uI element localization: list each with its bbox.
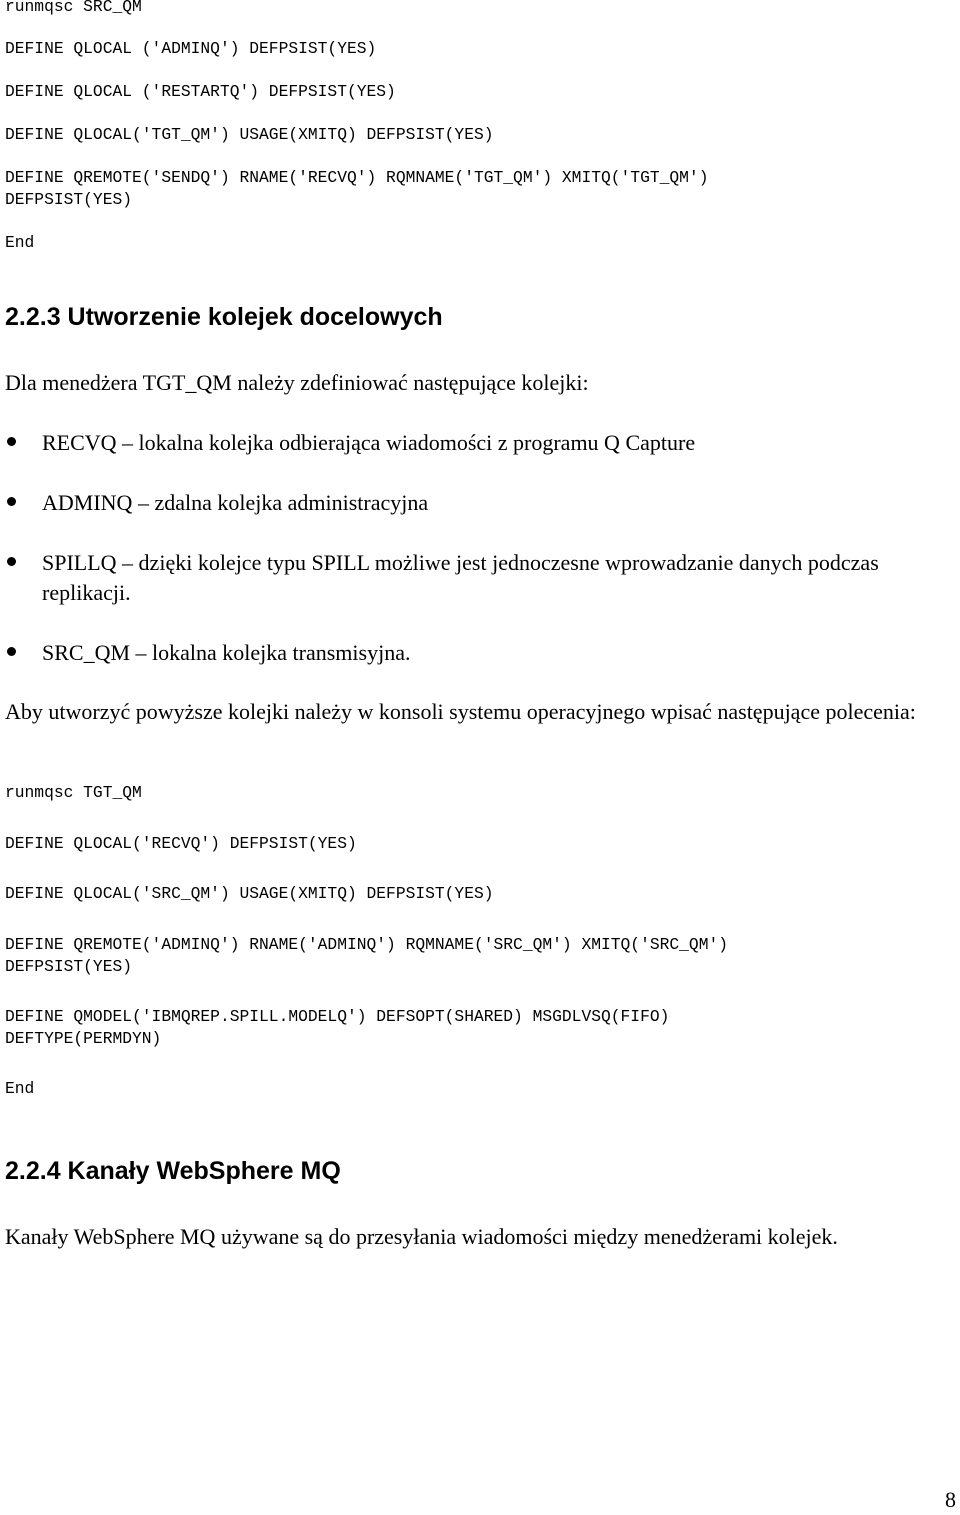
code-line-define-src-qm: DEFINE QLOCAL('SRC_QM') USAGE(XMITQ) DEFPSIST(YES) bbox=[5, 884, 494, 903]
bullet-icon bbox=[5, 552, 23, 570]
code-line-end-2: End bbox=[5, 1079, 35, 1098]
bullet-icon bbox=[5, 432, 23, 450]
intro-paragraph: Dla menedżera TGT_QM należy zdefiniować następujące kolejki: bbox=[5, 370, 589, 395]
code-line-define-restartq: DEFINE QLOCAL ('RESTARTQ') DEFPSIST(YES) bbox=[5, 82, 396, 101]
code-line-define-sendq: DEFINE QREMOTE('SENDQ') RNAME('RECVQ') RQMNAME('TGT_QM') XMITQ('TGT_QM') DEFPSIST(YES) bbox=[5, 168, 709, 209]
list-item-src-qm: SRC_QM – lokalna kolejka transmisyjna. bbox=[42, 640, 411, 665]
code-line-define-remote-adminq: DEFINE QREMOTE('ADMINQ') RNAME('ADMINQ') RQMNAME('SRC_QM') XMITQ('SRC_QM') DEFPSIST(YES) bbox=[5, 935, 729, 976]
code-line-define-qmodel: DEFINE QMODEL('IBMQREP.SPILL.MODELQ') DEFSOPT(SHARED) MSGDLVSQ(FIFO) DEFTYPE(PERMDYN) bbox=[5, 1007, 670, 1048]
page-number: 8 bbox=[945, 1487, 956, 1512]
code-line-define-recvq: DEFINE QLOCAL('RECVQ') DEFPSIST(YES) bbox=[5, 834, 357, 853]
code-line-define-adminq: DEFINE QLOCAL ('ADMINQ') DEFPSIST(YES) bbox=[5, 39, 377, 58]
list-item-adminq: ADMINQ – zdalna kolejka administracyjna bbox=[42, 490, 429, 515]
channels-paragraph: Kanały WebSphere MQ używane są do przesyłania wiadomości między menedżerami kolejek. bbox=[5, 1224, 838, 1249]
section-heading-2-2-4: 2.2.4 Kanały WebSphere MQ bbox=[5, 1157, 341, 1185]
section-heading-2-2-3: 2.2.3 Utworzenie kolejek docelowych bbox=[5, 303, 443, 331]
instruction-paragraph: Aby utworzyć powyższe kolejki należy w konsoli systemu operacyjnego wpisać następujące polecenia: bbox=[5, 699, 916, 724]
bullet-icon bbox=[5, 492, 23, 510]
bullet-icon bbox=[5, 642, 23, 660]
code-line-runmqsc-tgt: runmqsc TGT_QM bbox=[5, 783, 142, 802]
code-line-end: End bbox=[5, 233, 35, 252]
code-line-define-tgt-qm: DEFINE QLOCAL('TGT_QM') USAGE(XMITQ) DEFPSIST(YES) bbox=[5, 125, 494, 144]
code-line-runmqsc-src: runmqsc SRC_QM bbox=[5, 0, 142, 16]
list-item-recvq: RECVQ – lokalna kolejka odbierająca wiadomości z programu Q Capture bbox=[42, 430, 696, 455]
list-item-spillq: SPILLQ – dzięki kolejce typu SPILL możliwe jest jednoczesne wprowadzanie danych podczas replikacji. bbox=[42, 550, 879, 605]
